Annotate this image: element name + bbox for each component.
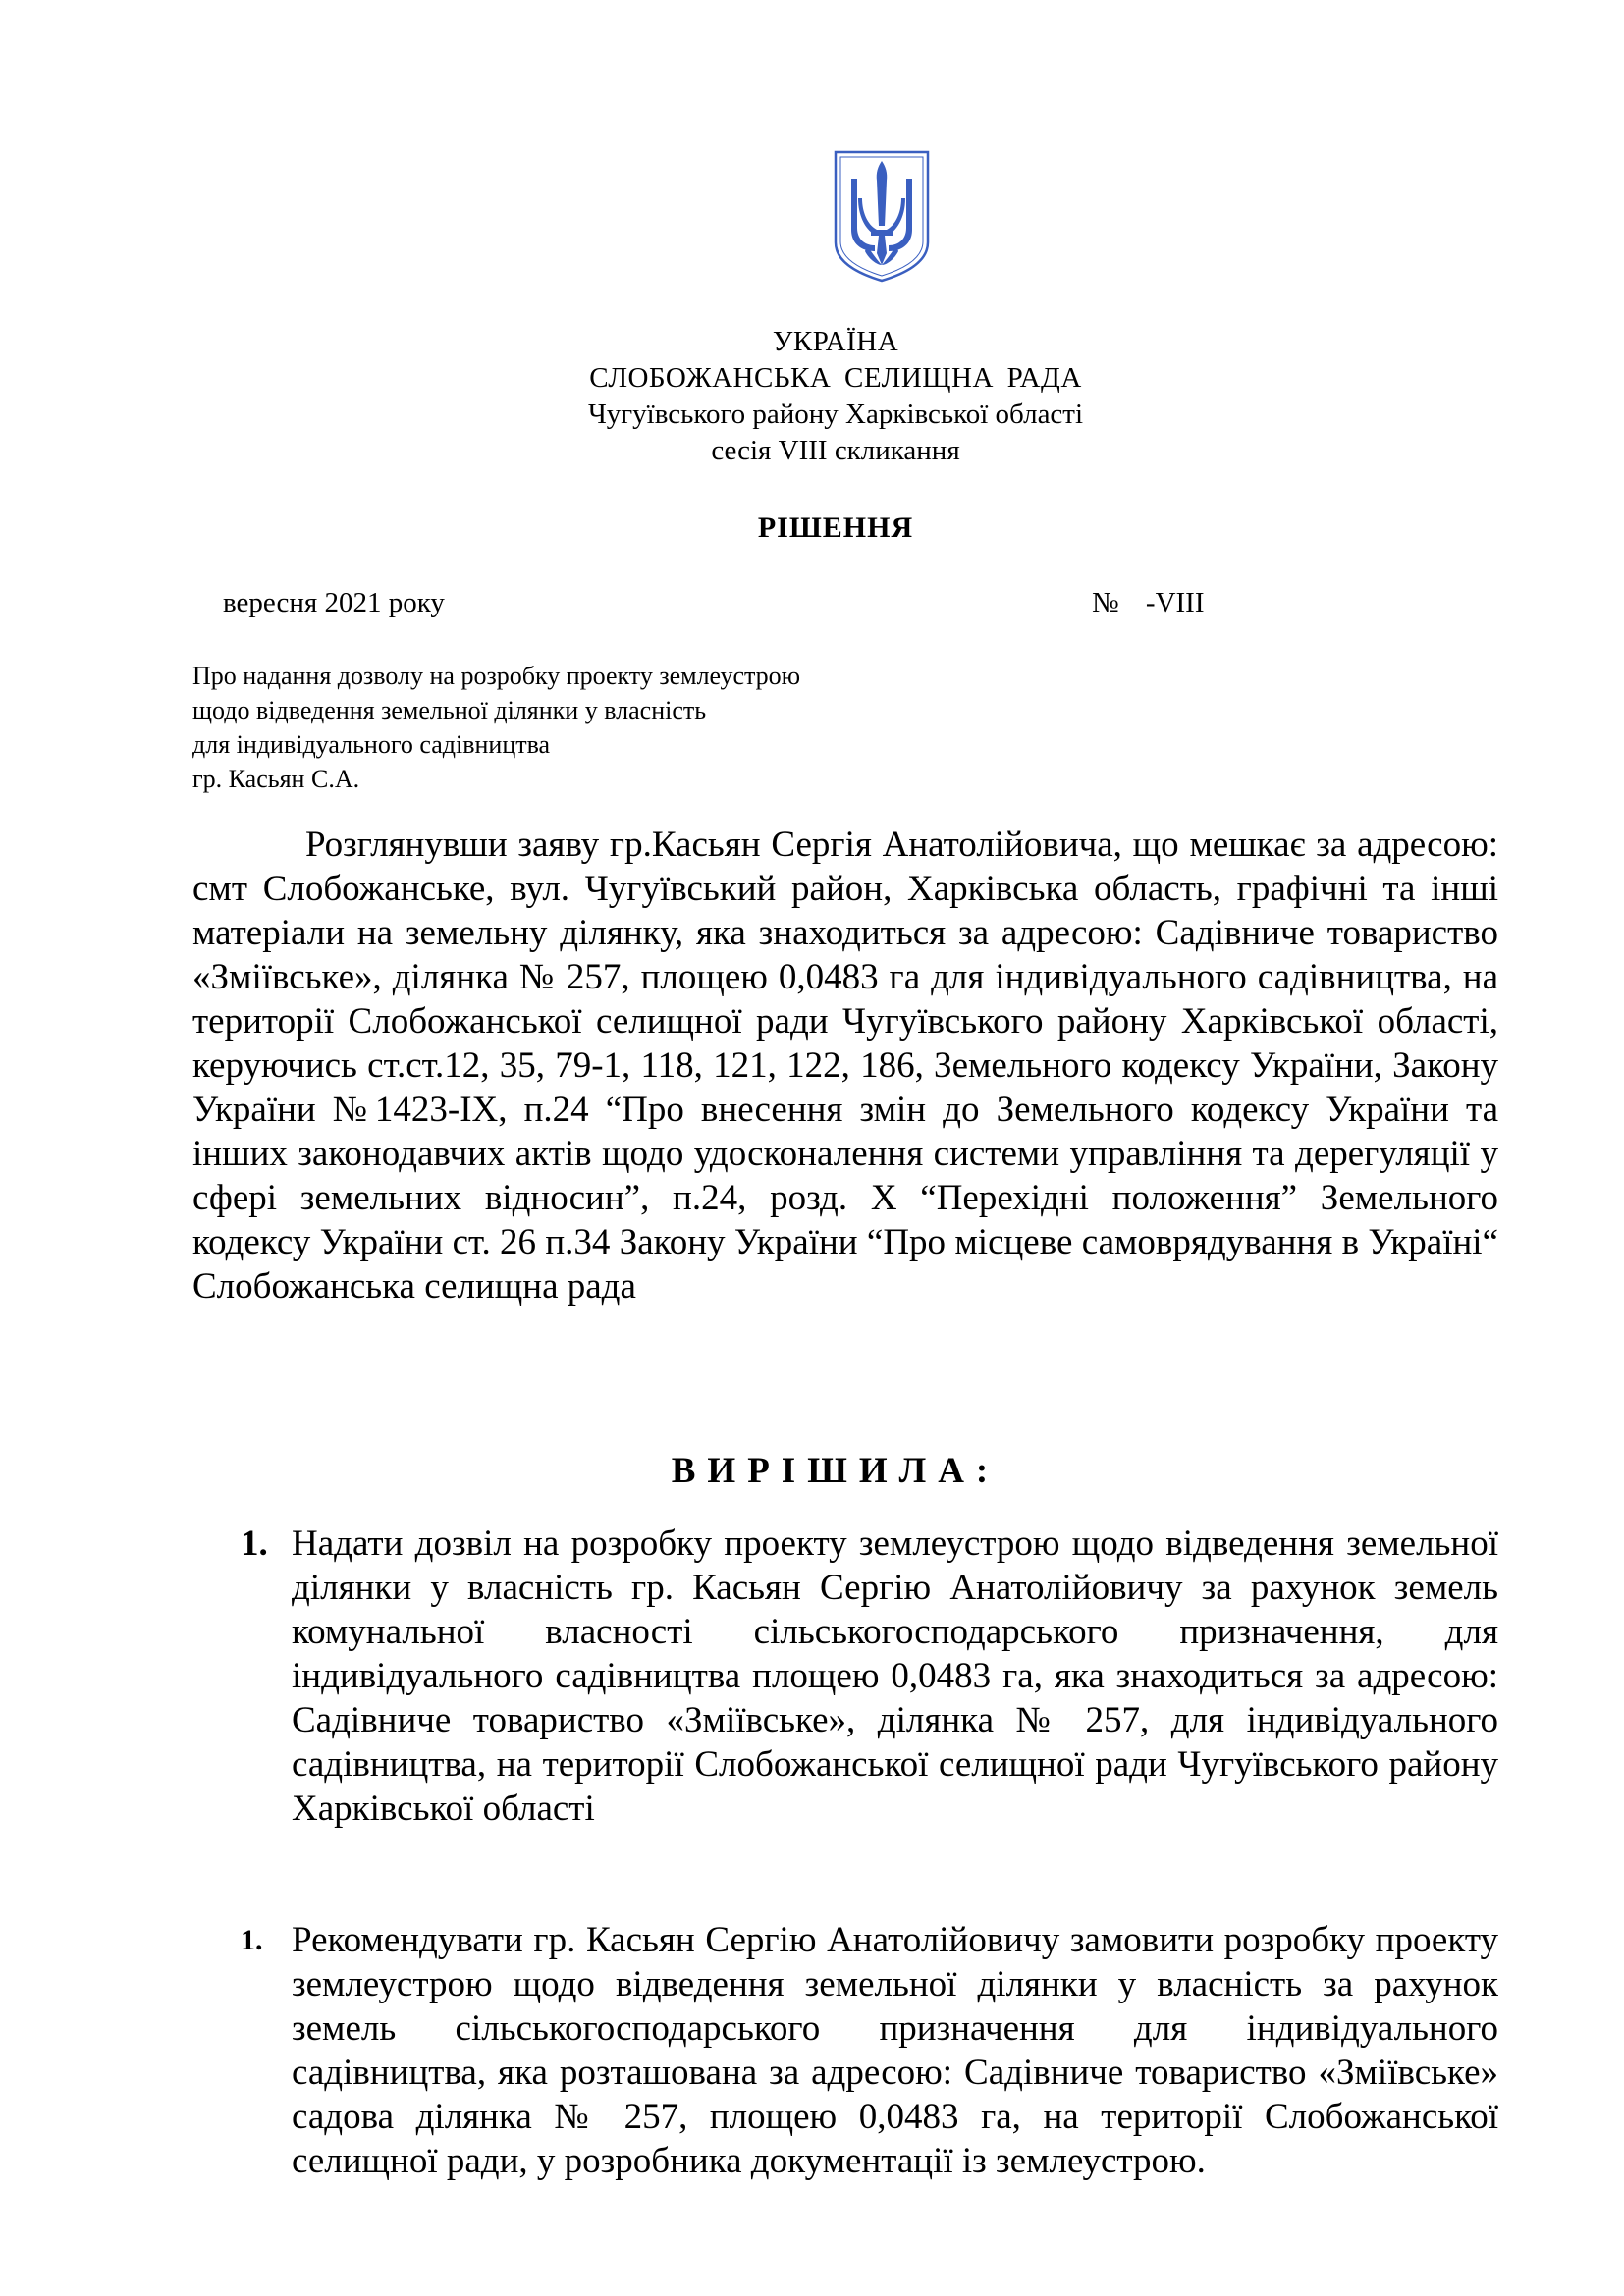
district-name: Чугуївського району Харківської області: [587, 399, 1084, 430]
decision-item: [241, 1918, 1498, 2183]
decision-subject: [192, 659, 800, 796]
decision-date: вересня 2021 року: [223, 587, 445, 618]
subject-line: щодо відведення земельної ділянки у власність: [192, 696, 707, 724]
preamble-paragraph: Розглянувши заяву гр.Касьян Сергія Анатолійовича, що мешкає за адресою: смт Слобожанське, вул. Чугуївський район, Харківська область, графічні та інші матеріали на земельну ділянку, яка знаходиться за адресою: Садівниче товариство «Зміївське», ділянка № 257, площею 0,0483 га для індивідуального садівництва, на території Слобожанської селищної ради Чугуївського району Харківської області, керуючись ст.ст.12, 35, 79-1, 118, 121, 122, 186, Земельного кодексу України, Закону України №1423-IX, п.24 “Про внесення змін до Земельного кодексу України та інших законодавчих актів щодо удосконалення системи управління та дерегуляції у сфері земельних відносин”, п.24, розд. X “Перехідні положення” Земельного кодексу України ст. 26 п.34 Закону України “Про місцеве самоврядування в Україні“ Слобожанська селищна рада: [192, 825, 1498, 1307]
country-name: УКРАЇНА: [772, 326, 899, 357]
decision-item: [241, 1522, 1498, 1831]
item-text: Надати дозвіл на розробку проекту землеустрою щодо відведення земельної ділянки у власність гр. Касьян Сергію Анатолійовичу за рахунок земель комунальної власності сільськогосподарського призначення, для індивідуального садівництва площею 0,0483 га, яка знаходиться за адресою: Садівниче товариство «Зміївське», ділянка № 257, для індивідуального садівництва, на території Слобожанської селищної ради Чугуївського району Харківської області: [292, 1523, 1498, 1829]
item-number: 1.: [241, 1523, 268, 1564]
item-number: 1.: [241, 1924, 263, 1956]
item-text: Рекомендувати гр. Касьян Сергію Анатолійовичу замовити розробку проекту землеустрою щодо відведення земельної ділянки у власність за рахунок земель сільськогосподарського призначення для індивідуального садівництва, яка розташована за адресою: Садівниче товариство «Зміївське» садова ділянка № 257, площею 0,0483 га, на території Слобожанської селищної ради, у розробника документації із землеустрою.: [292, 1920, 1498, 2181]
decision-number: № -VIII: [1092, 587, 1205, 618]
subject-line: для індивідуального садівництва: [192, 730, 551, 759]
subject-line: Про надання дозволу на розробку проекту землеустрою: [192, 662, 801, 690]
decided-heading: ВИРІШИЛА:: [671, 1451, 1001, 1491]
session-label: сесія VIII скликання: [711, 435, 960, 466]
subject-line: гр. Касьян С.А.: [192, 765, 360, 793]
document-title: РІШЕННЯ: [757, 511, 914, 544]
tryzub-coat-of-arms-icon: [832, 149, 932, 284]
council-name: СЛОБОЖАНСЬКА СЕЛИЩНА РАДА: [589, 362, 1082, 394]
